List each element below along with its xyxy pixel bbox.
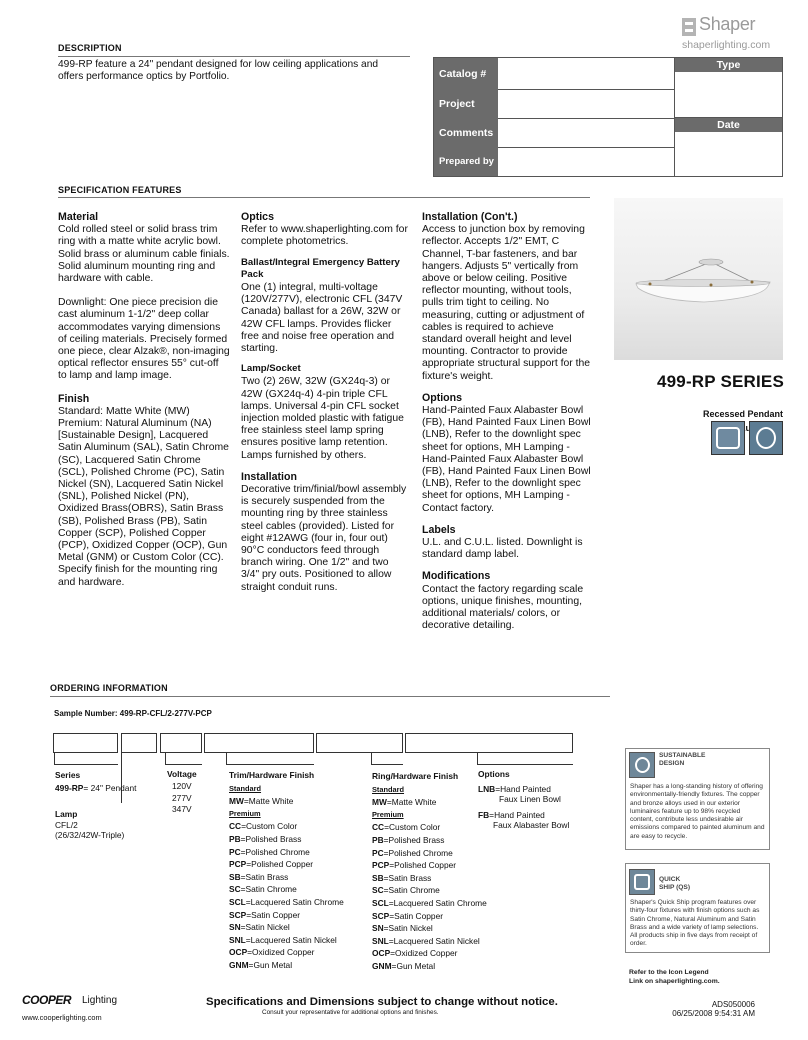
finish-option [229,833,344,846]
finish-option [229,921,344,934]
project-form [433,57,783,177]
spec-column-2 [241,211,409,594]
finish-option [372,821,487,834]
finish-desc: =Oxidized Copper [247,947,315,958]
spec-heading: SPECIFICATION FEATURES [58,185,182,195]
finish-title: Finish [58,392,90,405]
material-title: Material [58,211,99,223]
series-code-box[interactable] [53,733,118,753]
finish-code: MW [229,796,244,807]
series-title: 499-RP SERIES [656,372,784,391]
finish-option [229,934,344,947]
finish-option [229,946,344,959]
project-label: Project [434,90,498,119]
downlight-text: Downlight: One piece precision die cast aluminum 1-1/2" deep collar accommodates varying dimensions of ceiling materials. Precisely formed one piece, clear Alzak®, non-imaging optical reflector ensures 55° cut-off to lamp and lamp image. [58,297,230,382]
catalog-label: Catalog # [434,58,498,90]
ring-code-box[interactable] [316,733,403,753]
sustainable-text: Shaper has a long-standing history of offering environmentally-friendly fixtures. The copper and bronze alloys used in our exterior luminaires feature up to 98% recycled content, contribute less undesirable air emissions compared to painted aluminum and are easy to recycle. [630,783,765,840]
voltage-code-box[interactable] [160,733,202,753]
project-input[interactable] [498,90,674,119]
voltage-option: 120V [172,780,192,791]
finish-code: SB [372,872,384,883]
cooper-wordmark: COOPER [22,993,72,1007]
sustainable-design-card [625,748,770,850]
quick-ship-title: QUICK SHIP (QS) [659,876,691,891]
labels-text: U.L. and C.U.L. listed. Downlight is standard damp label. [422,537,583,561]
installation-cont-title: Installation (Con't.) [422,211,518,223]
ballast-text: One (1) integral, multi-voltage (120V/277V), electronic CFL (347V Canada) ballast for a 26W, 32W or 42W CFL lamps. Provides flicker free and noise free operation and starting. [241,282,403,355]
finish-code: SN [229,922,241,933]
finish-code: SCL [229,896,246,907]
date-box[interactable] [674,118,782,176]
trim-finish-list [229,820,344,971]
finish-desc: =Polished Brass [383,834,445,845]
installation-title: Installation [241,470,297,483]
description-heading: DESCRIPTION [58,43,122,53]
finish-desc: =Custom Color [384,822,441,833]
voltage-option: 277V [172,792,192,803]
comments-label: Comments [434,119,498,148]
prepared-label: Prepared by [434,148,498,176]
options-code-box[interactable] [405,733,573,753]
finish-text: Standard: Matte White (MW) Premium: Natural Aluminum (NA) [Sustainable Design], Lacquered Satin Aluminum (SAL), Satin Chrome (SC), Lacquered Satin Chrome (SCL), Polished Chrome (PC), Satin Nickel (SN), Lacquered Satin Nickel (SNL), Polished Nickel (PN), Oxidized Brass(OBRS), Satin Brass (SB), Polished Brass (PB), Satin Copper (SCP), Polished Copper (PCP), Oxidized Copper (OCP), Gun Metal (GNM) or Custom Color (CC). Specify finish for the mounting ring and hardware. [58,405,229,588]
ballast-title: Ballast/Integral Emergency Battery Pack [241,256,400,280]
finish-desc: =Satin Chrome [383,885,440,896]
sustainable-design-icon [629,752,655,778]
voltage-group [167,769,197,816]
voltage-connector [165,753,202,765]
finish-option [372,847,487,860]
finish-option [372,935,487,948]
series-connector [54,753,118,765]
finish-desc: =Custom Color [241,821,298,832]
finish-option [372,884,487,897]
finish-desc: =Satin Chrome [240,884,297,895]
finish-code: SNL [229,934,246,945]
finish-option [229,883,344,896]
quick-ship-icon [629,869,655,895]
notice-text: Specifications and Dimensions subject to change without notice. [206,996,558,1008]
cooper-url: www.cooperlighting.com [22,1013,102,1022]
series-label: Series [55,770,81,780]
lamp-label: Lamp [55,809,78,819]
spec-column-3 [422,211,592,633]
cooper-logo [22,993,118,1009]
optics-title: Optics [241,211,274,223]
shaper-mark-icon [682,18,696,36]
options-title: Options [422,391,463,404]
optics-text: Refer to www.shaperlighting.com for complete photometrics. [241,224,408,248]
finish-desc: =Satin Nickel [383,923,433,934]
pendant-fixture-image [614,198,783,360]
finish-desc: =Matte White [243,796,294,807]
lamp-value-2: (26/32/42W-Triple) [55,830,125,840]
finish-option [229,858,344,871]
finish-desc: =Polished Copper [246,859,314,870]
finish-code: PC [372,847,384,858]
finish-code: MW [372,797,387,808]
type-label: Type [675,58,782,72]
finish-code: PB [372,834,384,845]
premium-label: Premium [229,808,261,818]
finish-desc: =Satin Brass [383,872,432,883]
sample-number: Sample Number: 499-RP-CFL/2-277V-PCP [54,709,212,718]
finish-code: PCP [229,859,247,870]
modifications-text: Contact the factory regarding scale options, unique finishes, mounting, additional materials/ colors, or decorative detailing. [422,583,584,632]
finish-option [372,897,487,910]
standard-label: Standard [229,783,262,793]
modifications-title: Modifications [422,570,491,583]
finish-code: PC [229,846,241,857]
finish-code: SNL [372,935,389,946]
finish-option [372,960,487,973]
finish-code: GNM [229,959,249,970]
lamp-text: Two (2) 26W, 32W (GX24q-3) or 42W (GX24q-4) 4-pin triple CFL lamps. Universal 4-pin CFL socket injection molded plastic with fatigue free stainless steel lamp spring ensures positive lamp retention. Lamps furnished by others. [241,376,404,461]
finish-desc: =Polished Brass [240,833,302,844]
finish-code: PCP [372,860,390,871]
options-label: Options [478,769,510,779]
finish-code: CC [229,821,242,832]
divider [58,197,590,198]
lamp-title: Lamp/Socket [241,363,301,375]
finish-code: GNM [372,960,392,971]
option-code: LNB [478,783,496,794]
finish-code: SC [372,885,384,896]
type-box[interactable] [674,58,782,118]
finish-option [372,947,487,960]
finish-desc: =Lacquered Satin Nickel [245,934,337,945]
divider [58,56,410,57]
finish-option [229,871,344,884]
quick-ship-card [625,863,770,953]
finish-option [229,896,344,909]
finish-option [372,834,487,847]
catalog-row [434,58,674,90]
finish-code: SC [229,884,241,895]
project-row [434,90,674,119]
catalog-input[interactable] [498,58,674,90]
finish-desc: =Polished Chrome [240,846,310,857]
finish-code: OCP [372,948,391,959]
installation-cont-text: Access to junction box by removing reflector. Accepts 1/2" EMT, C Channel, T-bar fasteners, and bar hangers. Adjusts 5" vertically from above or below ceiling. Positive reflector mounting, without tools, pulls trim tight to ceiling. No measuring, cutting or adjustment of cables is required to achieve standard overall height and level mounting. Contractor to provide appropriate structural support for the fixture's weight. [422,224,591,382]
options-text: Hand-Painted Faux Alabaster Bowl (FB), Hand Painted Faux Linen Bowl (LNB), Refer to the downlight spec sheet for options, MH Lamping - Hand-Painted Faux Alabaster Bowl (FB), Hand Painted Faux Linen Bowl (LNB), Refer to the downlight spec sheet for options, MH Lamping - Contact factory. [422,405,591,514]
ring-finish-list [372,821,487,972]
trim-code-box[interactable] [204,733,314,753]
option-code: FB [478,809,490,820]
finish-desc: =Matte White [386,797,437,808]
finish-desc: =Gun Metal [248,959,293,970]
finish-desc: =Lacquered Satin Nickel [388,935,480,946]
finish-option [372,859,487,872]
option-desc: Faux Linen Bowl [499,794,561,804]
standard-label: Standard [372,784,405,794]
ring-connector [371,753,403,765]
finish-desc: =Lacquered Satin Chrome [245,896,344,907]
series-desc: = 24" Pendant [83,782,137,793]
finish-desc: =Satin Copper [246,909,301,920]
ring-finish-group [372,770,490,973]
labels-title: Labels [422,523,456,536]
finish-code: SN [372,923,384,934]
finish-option [229,846,344,859]
material-text: Cold rolled steel or solid brass trim ring with a matte white acrylic bowl. Solid brass or aluminum cable finials. Solid aluminum mounting ring and hardware with cable. [58,224,230,285]
comments-row [434,119,674,148]
finish-code: SCP [229,909,247,920]
option-desc: =Hand Painted [495,783,551,794]
trim-label: Trim/Hardware Finish [229,770,315,780]
finish-desc: =Satin Brass [240,871,289,882]
document-number: ADS050006 [711,1000,755,1009]
finish-code: PB [229,833,241,844]
finish-option [229,820,344,833]
product-type-1: Recessed Pendant [702,409,783,419]
icon-legend-note: Refer to the Icon Legend Link on shaperlighting.com. [629,969,720,985]
lamp-value-1: CFL/2 [55,819,78,830]
spec-column-1 [58,211,230,589]
option-desc: =Hand Painted [489,809,545,820]
prepared-input[interactable] [498,148,674,176]
trim-finish-group [229,769,344,972]
finish-option [229,959,344,972]
prepared-row [434,148,674,176]
finish-option [372,910,487,923]
brand-url: shaperlighting.com [682,39,771,51]
options-group [478,769,569,831]
voltage-option: 347V [172,804,192,815]
comments-input[interactable] [498,119,674,148]
series-group [55,769,136,794]
options-connector [477,753,573,765]
quick-ship-icon [711,421,745,455]
ring-label: Ring/Hardware Finish [372,771,459,781]
series-code: 499-RP [55,782,84,793]
ordering-heading: ORDERING INFORMATION [50,683,168,693]
lamp-code-box[interactable] [121,733,157,753]
finish-option [372,922,487,935]
trim-connector [226,753,314,765]
brand-name: Shaper [699,14,756,34]
finish-desc: =Satin Copper [389,910,444,921]
divider [50,696,610,697]
lamp-group [55,809,124,841]
sustainable-design-icon [749,421,783,455]
description-text: 499-RP feature a 24" pendant designed for low ceiling applications and offers performance optics by Portfolio. [58,59,379,83]
finish-desc: =Oxidized Copper [390,948,458,959]
finish-desc: =Lacquered Satin Chrome [388,897,487,908]
option-desc: Faux Alabaster Bowl [493,820,570,830]
finish-desc: =Satin Nickel [240,922,290,933]
finish-option [372,872,487,885]
finish-option [229,909,344,922]
shaper-logo [680,16,790,54]
finish-code: CC [372,822,385,833]
voltage-label: Voltage [167,769,197,779]
lighting-wordmark: Lighting [82,995,118,1006]
installation-text: Decorative trim/finial/bowl assembly is securely suspended from the mounting ring by three stainless steel cables (provided). Listed for eight #12AWG (four in, four out) 90°C conductors feed through branch wiring. One 1/2" and two 3/4" pry outs. Positioned to allow straight conduit runs. [241,484,407,593]
feature-icons [711,421,784,457]
finish-code: SB [229,871,241,882]
date-label: Date [675,118,782,132]
finish-desc: =Gun Metal [391,960,436,971]
finish-code: SCL [372,897,389,908]
premium-label: Premium [372,809,404,819]
sustainable-title: SUSTAINABLE DESIGN [659,752,706,767]
quick-ship-text: Shaper's Quick Ship program features over thirty-four fixtures with finish options such as Satin Chrome, Natural Aluminum and Satin Brass and a wide variety of lamp selections. All products ship in five days from receipt of order. [630,899,760,948]
product-photo [614,198,783,360]
finish-code: OCP [229,947,248,958]
finish-code: SCP [372,910,390,921]
document-date: 06/25/2008 9:54:31 AM [672,1009,755,1018]
finish-desc: =Polished Chrome [383,847,453,858]
finish-desc: =Polished Copper [389,860,457,871]
consult-text: Consult your representative for additional options and finishes. [262,1009,439,1016]
